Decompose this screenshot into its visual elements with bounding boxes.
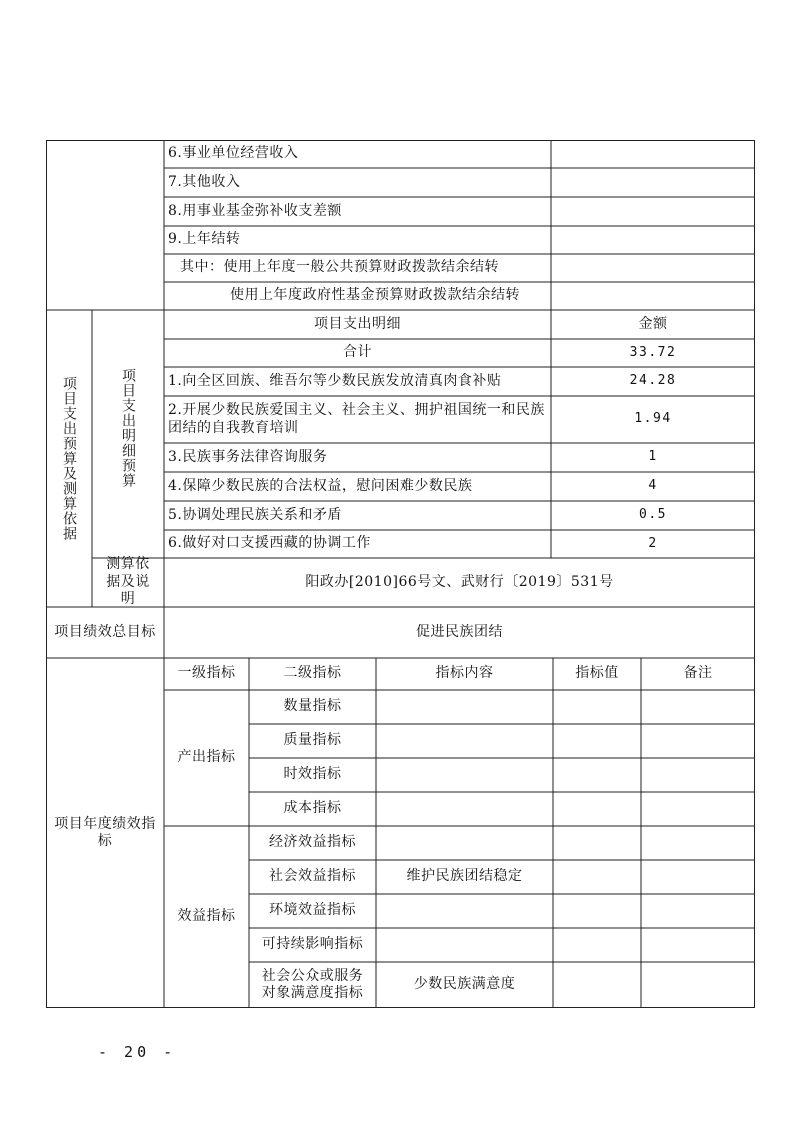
output-item-quality: 质量指标 [283,732,342,749]
expenditure-item-5: 5.协调处理民族关系和矛盾 [168,506,342,523]
benefit-indicator-label: 效益指标 [177,908,236,925]
expenditure-section-label: 项目支出预算及测算依据 [61,376,78,541]
benefit-item-environmental: 环境效益指标 [269,902,356,919]
expenditure-item-4: 4.保障少数民族的合法权益，慰问困难少数民族 [168,477,473,494]
carryover-note-general: 其中：使用上年度一般公共预算财政拨款结余结转 [180,259,499,276]
expenditure-amount-4: 4 [648,478,658,494]
expenditure-amount-1: 24.28 [629,373,677,389]
budget-table [46,140,755,1008]
income-row-7: 7.其他收入 [168,173,241,190]
total-label: 合计 [343,344,372,361]
benefit-item-economic: 经济效益指标 [269,834,356,851]
goal-label: 项目绩效总目标 [54,623,156,640]
header-item: 项目支出明细 [314,315,401,332]
expenditure-amount-5: 0.5 [639,507,667,523]
benefit-item-sustainable: 可持续影响指标 [261,936,364,953]
expenditure-item-1: 1.向全区回族、维吾尔等少数民族发放清真肉食补贴 [168,372,502,389]
goal-value: 促进民族团结 [416,623,503,640]
output-item-quantity: 数量指标 [283,698,342,715]
header-remark: 备注 [683,665,713,682]
expenditure-amount-2: 1.94 [634,411,672,427]
expenditure-item-3: 3.民族事务法律咨询服务 [168,448,328,465]
benefit-item-social: 社会效益指标 [269,868,356,885]
header-value: 指标值 [575,665,619,682]
benefit-item-satisfaction: 社会公众或服务对象满意度指标 [261,967,364,1001]
header-level-2: 二级指标 [283,665,342,682]
benefit-content-social: 维护民族团结稳定 [406,868,523,885]
expenditure-amount-3: 1 [648,449,658,465]
detail-label: 项目支出明细预算 [120,368,137,488]
expenditure-item-6: 6.做好对口支援西藏的协调工作 [168,535,371,552]
benefit-content-satisfaction: 少数民族满意度 [413,976,516,993]
detail-label-cell [92,310,164,558]
output-indicator-label: 产出指标 [177,749,236,766]
total-value: 33.72 [629,344,677,360]
income-row-9: 9.上年结转 [168,231,241,248]
output-item-cost: 成本指标 [283,800,342,817]
expenditure-item-2: 2.开展少数民族爱国主义、社会主义、拥护祖国统一和民族团结的自我教育培训 [168,402,545,436]
page-number: - 20 - [98,1043,177,1061]
income-row-6: 6.事业单位经营收入 [168,145,299,162]
header-amount: 金额 [638,315,668,332]
basis-value: 阳政办[2010]66号文、武财行〔2019〕531号 [305,573,614,590]
carryover-note-fund: 使用上年度政府性基金预算财政拨款结余结转 [230,287,520,304]
basis-label: 测算依据及说明 [106,556,150,608]
expenditure-section-label-cell [46,310,92,607]
output-item-timeliness: 时效指标 [283,766,342,783]
indicators-section-label: 项目年度绩效指标 [54,815,156,849]
income-row-8: 8.用事业基金弥补收支差额 [168,202,342,219]
header-content: 指标内容 [435,665,494,682]
expenditure-amount-6: 2 [648,535,658,551]
header-level-1: 一级指标 [177,665,236,682]
